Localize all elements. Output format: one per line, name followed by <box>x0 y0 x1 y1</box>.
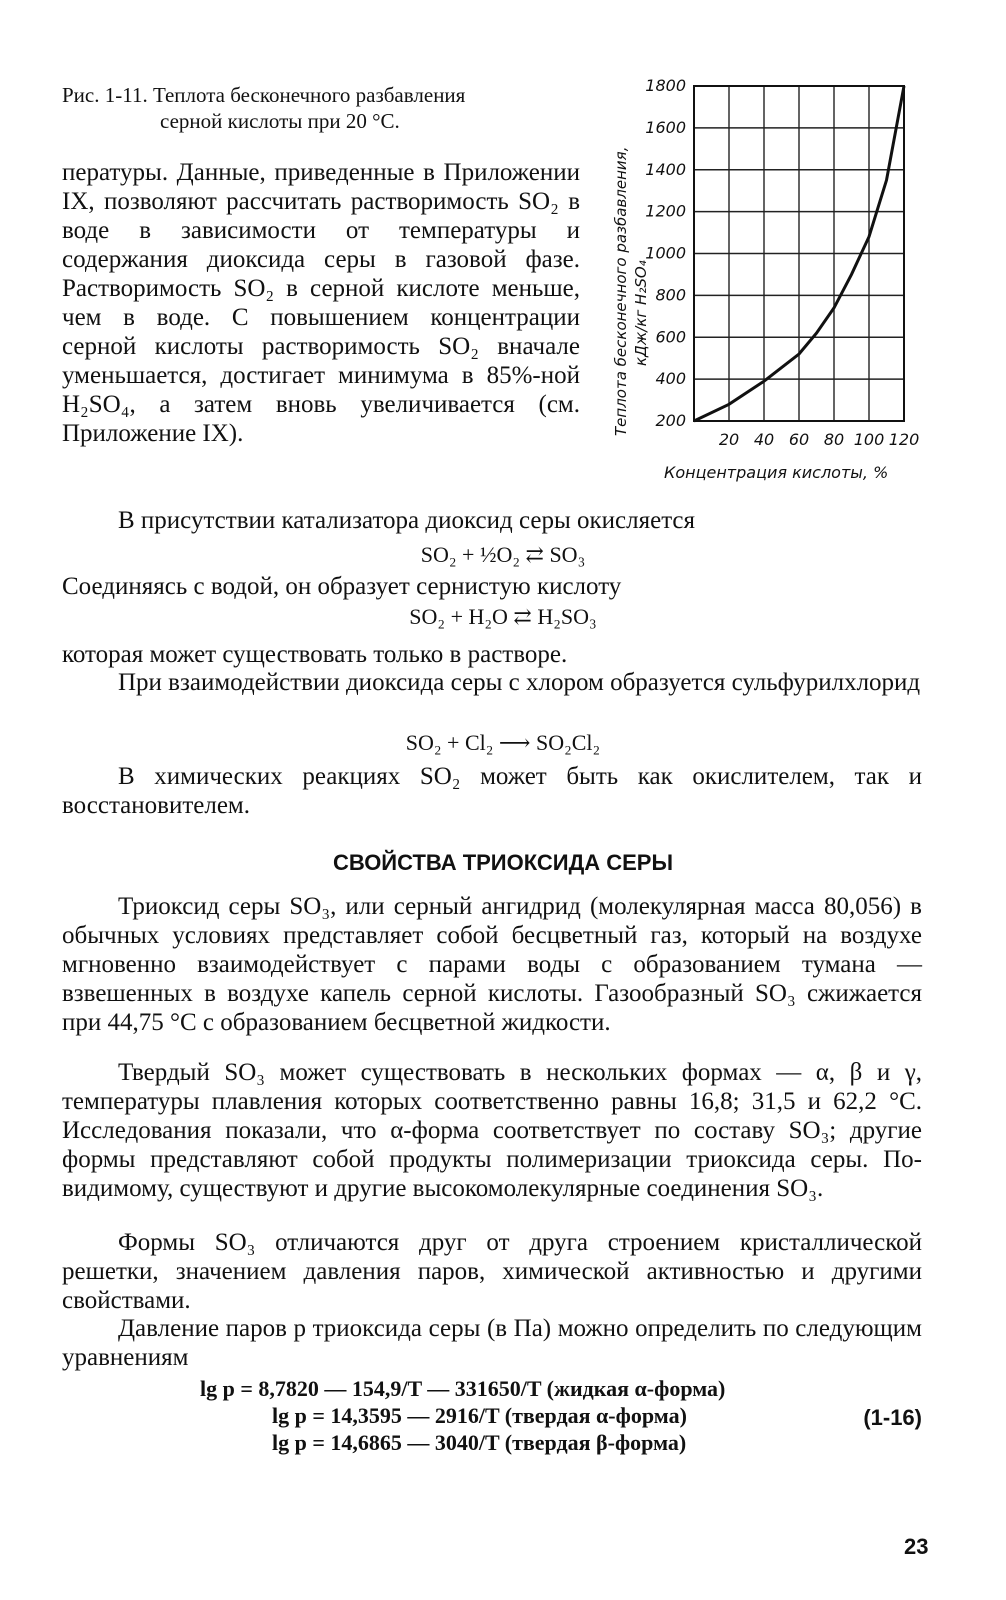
y-tick-label: 1400 <box>645 159 686 179</box>
x-tick-label: 60 <box>788 430 810 449</box>
caption-line-1: Рис. 1-11. Теплота бесконечного разбавления <box>62 83 466 107</box>
paragraph-so3-1: Триоксид серы SO₃, или серный ангидрид (молекулярная масса 80,056) в обычных условиях представляет собой бесцветный газ, который на воздухе мгновенно взаимодействует с парами воды с образованием тумана — взвешенных в воздухе капель серной кислоты. Газообразный SO₃ сжижается при 44,75 °С с образованием бесцветной жидкости. <box>62 893 922 1036</box>
chart-grid <box>694 86 904 421</box>
formula-1: lg p = 8,7820 — 154,9/T — 331650/T (жидкая α-форма) <box>200 1376 726 1401</box>
formula-2: lg p = 14,3595 — 2916/T (твердая α-форма) <box>272 1403 687 1428</box>
paragraph-chlorine: При взаимодействии диоксида серы с хлором образуется сульфурилхлорид <box>118 669 921 696</box>
x-tick-label: 120 <box>888 430 920 449</box>
chart-svg <box>604 66 924 486</box>
formula-3: lg p = 14,6865 — 3040/T (твердая β-форма) <box>272 1430 687 1455</box>
chart-ylabel-line-1: Теплота бесконечного разбавления, <box>612 146 630 436</box>
chart-axes <box>645 76 919 449</box>
x-tick-label: 100 <box>853 430 885 449</box>
paragraph-so3-2: Твердый SO₃ может существовать в нескольких формах — α, β и γ, температуры плавления которых соответственно равны 16,8; 31,5 и 62,2 °С. Исследования показали, что α-форма соответствует по составу SO₃; другие формы представляют собой продукты полимеризации триоксида серы. По-видимому, существуют и другие высокомолекулярные соединения SO₃. <box>62 1059 922 1202</box>
equation-3: SO₂ + Cl₂ ⟶ SO₂Cl₂ <box>405 730 601 755</box>
y-tick-label: 1000 <box>645 243 686 263</box>
equation-1: SO₂ + ½O₂ ⇄ SO₃ <box>420 542 586 567</box>
y-tick-label: 1800 <box>645 76 686 95</box>
x-tick-label: 20 <box>718 430 740 449</box>
y-tick-label: 800 <box>655 285 686 305</box>
chart-xlabel: Концентрация кислоты, % <box>664 463 889 482</box>
y-tick-label: 600 <box>655 327 686 347</box>
column-text <box>62 158 580 448</box>
y-tick-label: 1200 <box>645 201 686 221</box>
y-tick-label: 200 <box>655 411 686 430</box>
paragraph-so3-4: Давление паров p триоксида серы (в Па) можно определить по следующим уравнениям <box>62 1315 922 1371</box>
paragraph-so3-3: Формы SO₃ отличаются друг от друга строением кристаллической решетки, значением давления паров, химической активностью и другими свойствами. <box>62 1229 922 1314</box>
equation-2: SO₂ + H₂O ⇄ H₂SO₃ <box>409 604 597 629</box>
chart-ylabel-line-2: кДж/кг H₂SO₄ <box>632 260 650 366</box>
section-heading: СВОЙСТВА ТРИОКСИДА СЕРЫ <box>332 850 674 875</box>
figure-caption <box>62 82 582 134</box>
dilution-heat-chart <box>604 66 924 486</box>
y-tick-label: 400 <box>655 369 686 389</box>
x-tick-label: 40 <box>753 430 775 449</box>
column-paragraph: пературы. Данные, приведенные в Приложении IX, позволяют рассчитать растворимость SO₂ в воде в зависимости от температуры и содержания диоксида серы в газовой фазе. Растворимость SO₂ в серной кислоте меньше, чем в воде. С повышением концентрации серной кислоты растворимость SO₂ вначале уменьшается, достигает минимума в 85%-ной H₂SO₄, а затем вновь увеличивается (см. Приложение IX). <box>62 159 580 447</box>
paragraph-solution: которая может существовать только в растворе. <box>62 641 568 668</box>
paragraph-redox: В химических реакциях SO₂ может быть как окислителем, так и восстановителем. <box>62 763 922 819</box>
paragraph-catalyst: В присутствии катализатора диоксид серы окисляется <box>118 507 696 534</box>
x-tick-label: 80 <box>823 430 845 449</box>
caption-line-2: серной кислоты при 20 °С. <box>160 109 400 133</box>
y-tick-label: 1600 <box>645 117 686 137</box>
paragraph-water: Соединяясь с водой, он образует сернистую кислоту <box>62 573 622 600</box>
equation-number: (1-16) <box>863 1405 922 1430</box>
page-number: 23 <box>904 1534 929 1559</box>
